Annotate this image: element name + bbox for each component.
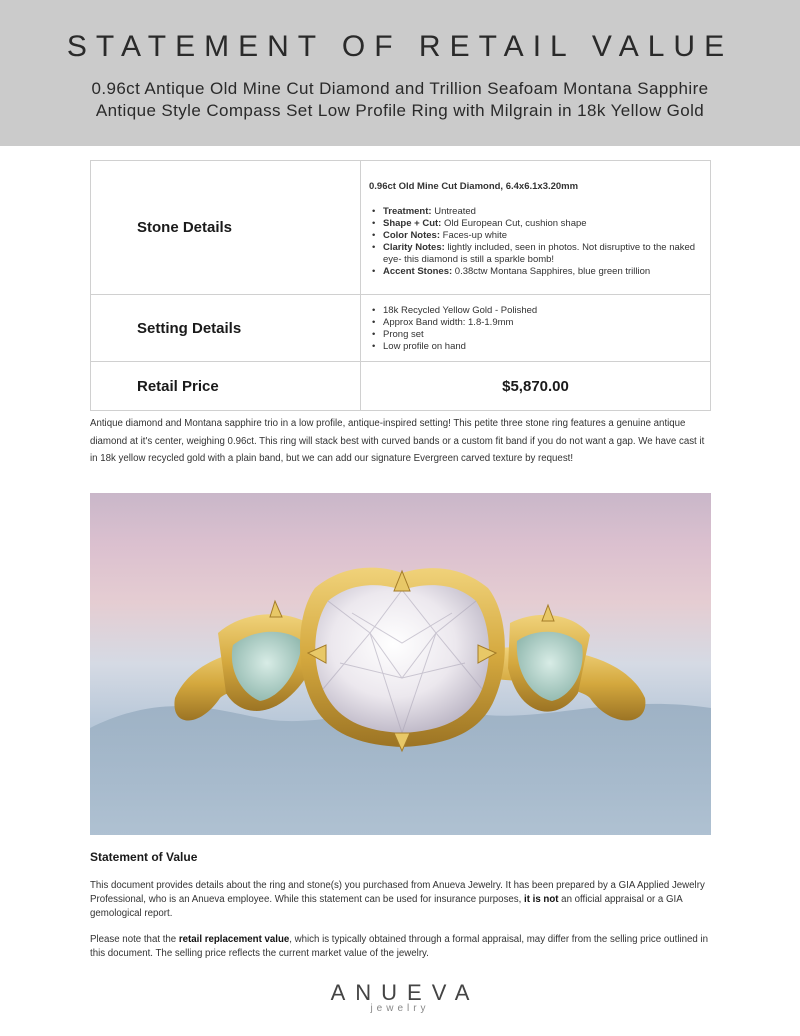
detail-value: lightly included, seen in photos. Not disruptive to the naked eye- this diamond is still a sparkle bomb!	[383, 242, 696, 265]
page-subtitle	[20, 78, 780, 122]
detail-value: Old European Cut, cushion shape	[441, 218, 587, 229]
logo-subtext: jewelry	[370, 1003, 430, 1014]
product-description: Antique diamond and Montana sapphire trio in a low profile, antique-inspired setting! This petite three stone ring features a genuine antique diamond at it's center, weighing 0.96ct. This ring will stack best with curved bands or a custom fit band if you do not want a gap. We have cast it in 18k yellow recycled gold with a plain band, but we can add our signature Evergreen carved texture by request!	[90, 418, 705, 464]
subtitle-line-2: Antique Style Compass Set Low Profile Ring with Milgrain in 18k Yellow Gold	[95, 101, 705, 120]
detail-key: Treatment:	[383, 206, 432, 217]
stone-detail-item	[369, 242, 702, 266]
setting-detail-item: • 18k Recycled Yellow Gold - Polished	[369, 305, 702, 317]
stone-detail-item	[369, 218, 702, 230]
setting-detail-item: • Approx Band width: 1.8-1.9mm	[369, 317, 702, 329]
detail-value: 0.38ctw Montana Sapphires, blue green trillion	[452, 266, 651, 277]
stone-details-list	[369, 206, 702, 278]
detail-value: Untreated	[431, 206, 476, 217]
logo-brand: ANUEVA	[330, 980, 480, 1005]
statement-text: an official appraisal or a GIA gemological report.	[90, 893, 683, 919]
statement-text: Please note that the	[90, 934, 179, 945]
setting-details-cell	[361, 295, 711, 362]
setting-details-row	[91, 295, 711, 362]
stone-detail-item	[369, 266, 702, 278]
center-diamond	[315, 585, 489, 733]
retail-price-row	[91, 362, 711, 411]
setting-detail-item: • Prong set	[369, 329, 702, 341]
ring-photo	[90, 493, 711, 835]
stone-details-row	[91, 161, 711, 295]
header-banner	[0, 0, 800, 146]
ring-illustration	[90, 493, 711, 835]
detail-key: Shape + Cut:	[383, 218, 442, 229]
anueva-logo	[300, 980, 500, 1014]
subtitle-line-1: 0.96ct Antique Old Mine Cut Diamond and Trillion Seafoam Montana Sapphire	[91, 79, 709, 98]
retail-price-label: Retail Price	[91, 362, 361, 411]
retail-price-value: $5,870.00	[361, 362, 711, 411]
stone-details-label: Stone Details	[91, 161, 361, 295]
statement-paragraph-2	[90, 933, 712, 961]
statement-paragraph-1	[90, 879, 712, 920]
statement-text: , which is typically obtained through a formal appraisal, may differ from the selling price outlined in this document. The selling price reflects the current market value of the jewelry.	[90, 934, 709, 959]
stone-details-cell	[361, 161, 711, 295]
stone-detail-item	[369, 230, 702, 242]
detail-value: Faces-up white	[440, 230, 508, 241]
statement-heading: Statement of Value	[90, 850, 198, 864]
detail-key: Accent Stones:	[383, 266, 453, 277]
stone-title: 0.96ct Old Mine Cut Diamond, 6.4x6.1x3.20mm	[369, 181, 579, 192]
details-table	[90, 160, 711, 411]
setting-details-label: Setting Details	[91, 295, 361, 362]
detail-key: Clarity Notes:	[383, 242, 445, 253]
statement-emphasis: retail replacement value	[178, 934, 290, 945]
detail-key: Color Notes:	[383, 230, 440, 241]
setting-details-list	[369, 305, 702, 353]
page-title: STATEMENT OF RETAIL VALUE	[66, 30, 734, 63]
setting-detail-item: • Low profile on hand	[369, 341, 702, 353]
statement-emphasis: it is not	[524, 893, 559, 905]
stone-detail-item	[369, 206, 702, 218]
statement-text: This document provides details about the ring and stone(s) you purchased from Anueva Jewelry. It has been prepared by a GIA Applied Jewelry Professional, who is an Anueva employee. While this statement can be used for insurance purposes,	[90, 880, 705, 905]
